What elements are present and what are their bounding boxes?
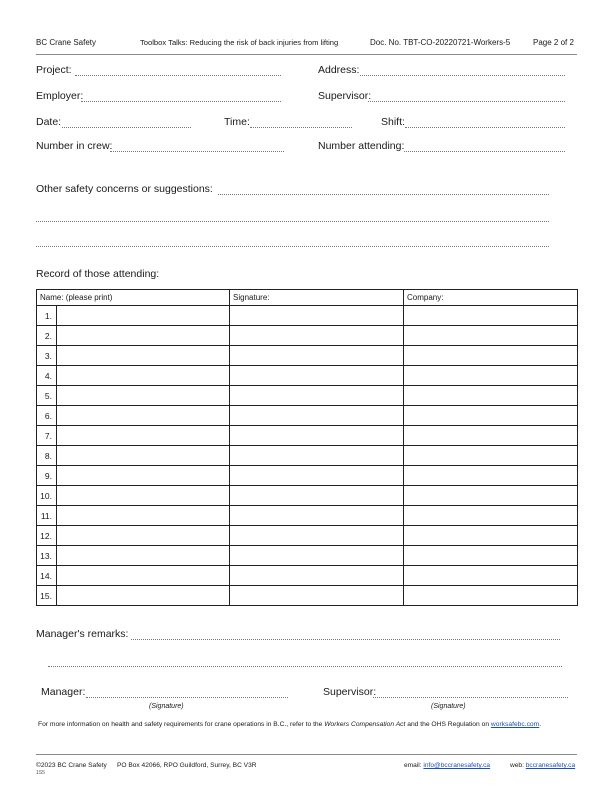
project-field[interactable]: [75, 75, 281, 76]
table-row: [37, 426, 578, 446]
company-cell[interactable]: [404, 546, 578, 566]
table-row: [37, 506, 578, 526]
name-cell[interactable]: [57, 446, 230, 466]
signature-cell[interactable]: [230, 426, 404, 446]
table-row: [37, 586, 578, 606]
name-cell[interactable]: [57, 566, 230, 586]
row-number: 6.: [37, 406, 57, 426]
attendance-table: [36, 289, 578, 606]
row-number: 12.: [37, 526, 57, 546]
email-link[interactable]: info@bccranesafety.ca: [423, 762, 491, 769]
table-row: [37, 566, 578, 586]
name-cell[interactable]: [57, 426, 230, 446]
supervisor-sign-label: Supervisor:: [323, 686, 377, 698]
company-cell[interactable]: [404, 426, 578, 446]
row-number: 9.: [37, 466, 57, 486]
row-number: 1.: [37, 306, 57, 326]
table-row: [37, 386, 578, 406]
row-number: 2.: [37, 326, 57, 346]
time-label: Time:: [224, 116, 250, 128]
doc-number: Doc. No. TBT-CO-20220721-Workers-5: [370, 38, 511, 47]
company-cell[interactable]: [404, 446, 578, 466]
name-cell[interactable]: [57, 366, 230, 386]
doc-title: Toolbox Talks: Reducing the risk of back injuries from lifting: [140, 38, 339, 47]
shift-label: Shift:: [381, 116, 405, 128]
name-cell[interactable]: [57, 466, 230, 486]
company-cell[interactable]: [404, 306, 578, 326]
name-cell[interactable]: [57, 526, 230, 546]
signature-cell[interactable]: [230, 326, 404, 346]
table-row: [37, 446, 578, 466]
row-number: 8.: [37, 446, 57, 466]
web-link[interactable]: bccranesafety.ca: [525, 762, 576, 769]
info-middle: and the OHS Regulation on: [405, 721, 491, 728]
row-number: 13.: [37, 546, 57, 566]
table-row: [37, 546, 578, 566]
name-cell[interactable]: [57, 506, 230, 526]
footer-copyright: ©2023 BC Crane Safety: [36, 762, 107, 769]
footer-email: [404, 762, 490, 769]
concerns-line-3[interactable]: [36, 246, 549, 247]
footer-divider: [36, 754, 577, 755]
date-field[interactable]: [62, 127, 191, 128]
concerns-line-2[interactable]: [36, 221, 549, 222]
concerns-label: Other safety concerns or suggestions:: [36, 183, 213, 195]
remarks-line-1[interactable]: [131, 639, 560, 640]
table-header-row: [37, 290, 578, 306]
table-row: [37, 326, 578, 346]
signature-cell[interactable]: [230, 546, 404, 566]
attending-count-label: Number attending:: [318, 140, 405, 152]
name-cell[interactable]: [57, 386, 230, 406]
manager-signature-line[interactable]: [86, 697, 288, 698]
footer-address: PO Box 42066, RPO Guildford, Surrey, BC V3R: [117, 762, 257, 769]
company-cell[interactable]: [404, 506, 578, 526]
project-label: Project:: [36, 64, 72, 76]
signature-cell[interactable]: [230, 486, 404, 506]
signature-cell[interactable]: [230, 346, 404, 366]
manager-label: Manager:: [41, 686, 86, 698]
table-row: [37, 366, 578, 386]
table-row: [37, 346, 578, 366]
signature-cell[interactable]: [230, 586, 404, 606]
company-cell[interactable]: [404, 326, 578, 346]
company-cell[interactable]: [404, 406, 578, 426]
row-number: 3.: [37, 346, 57, 366]
row-number: 15.: [37, 586, 57, 606]
row-number: 4.: [37, 366, 57, 386]
name-cell[interactable]: [57, 406, 230, 426]
company-column-header: Company:: [404, 290, 578, 306]
table-row: [37, 486, 578, 506]
signature-column-header: Signature:: [230, 290, 404, 306]
attending-count-field[interactable]: [404, 151, 565, 152]
signature-cell[interactable]: [230, 306, 404, 326]
org-name: BC Crane Safety: [36, 38, 97, 47]
address-field[interactable]: [360, 75, 565, 76]
signature-cell[interactable]: [230, 366, 404, 386]
signature-cell[interactable]: [230, 506, 404, 526]
info-line: [38, 721, 541, 728]
company-cell[interactable]: [404, 586, 578, 606]
header-divider: [36, 54, 577, 55]
info-act: Workers Compensation Act: [324, 721, 406, 728]
company-cell[interactable]: [404, 346, 578, 366]
crew-count-label: Number in crew:: [36, 140, 113, 152]
remarks-label: Manager's remarks:: [36, 628, 129, 640]
signature-cell[interactable]: [230, 466, 404, 486]
worksafebc-link[interactable]: worksafebc.com: [490, 721, 540, 728]
supervisor-signature-line[interactable]: [373, 697, 568, 698]
time-field[interactable]: [250, 127, 352, 128]
footer-web: [510, 762, 575, 769]
page-number: Page 2 of 2: [533, 38, 574, 47]
company-cell[interactable]: [404, 526, 578, 546]
name-cell[interactable]: [57, 346, 230, 366]
name-cell[interactable]: [57, 486, 230, 506]
employer-field[interactable]: [81, 101, 281, 102]
signature-cell[interactable]: [230, 526, 404, 546]
company-cell[interactable]: [404, 466, 578, 486]
row-number: 11.: [37, 506, 57, 526]
table-row: [37, 306, 578, 326]
remarks-line-2[interactable]: [48, 666, 562, 667]
name-cell[interactable]: [57, 306, 230, 326]
name-column-header: Name: (please print): [37, 290, 230, 306]
company-cell[interactable]: [404, 386, 578, 406]
signature-cell[interactable]: [230, 406, 404, 426]
supervisor-label: Supervisor:: [318, 90, 372, 102]
row-number: 14.: [37, 566, 57, 586]
footer-address-overflow: 1S5: [36, 770, 45, 776]
info-suffix: .: [539, 721, 542, 728]
attendance-title: Record of those attending:: [36, 268, 160, 280]
supervisor-field[interactable]: [368, 101, 565, 102]
signature-cell[interactable]: [230, 386, 404, 406]
company-cell[interactable]: [404, 486, 578, 506]
row-number: 7.: [37, 426, 57, 446]
email-label: email:: [404, 762, 424, 769]
concerns-line-1[interactable]: [218, 194, 549, 195]
signature-cell[interactable]: [230, 566, 404, 586]
table-row: [37, 466, 578, 486]
supervisor-signature-note: (Signature): [431, 703, 466, 710]
manager-signature-note: (Signature): [149, 703, 184, 710]
name-cell[interactable]: [57, 586, 230, 606]
table-row: [37, 526, 578, 546]
row-number: 5.: [37, 386, 57, 406]
name-cell[interactable]: [57, 326, 230, 346]
table-row: [37, 406, 578, 426]
info-prefix: For more information on health and safety requirements for crane operations in B.C., refer to the: [38, 721, 325, 728]
employer-label: Employer:: [36, 90, 84, 102]
address-label: Address:: [318, 64, 360, 76]
web-label: web:: [510, 762, 526, 769]
company-cell[interactable]: [404, 366, 578, 386]
row-number: 10.: [37, 486, 57, 506]
company-cell[interactable]: [404, 566, 578, 586]
date-label: Date:: [36, 116, 62, 128]
crew-count-field[interactable]: [110, 151, 284, 152]
name-cell[interactable]: [57, 546, 230, 566]
shift-field[interactable]: [405, 127, 565, 128]
signature-cell[interactable]: [230, 446, 404, 466]
